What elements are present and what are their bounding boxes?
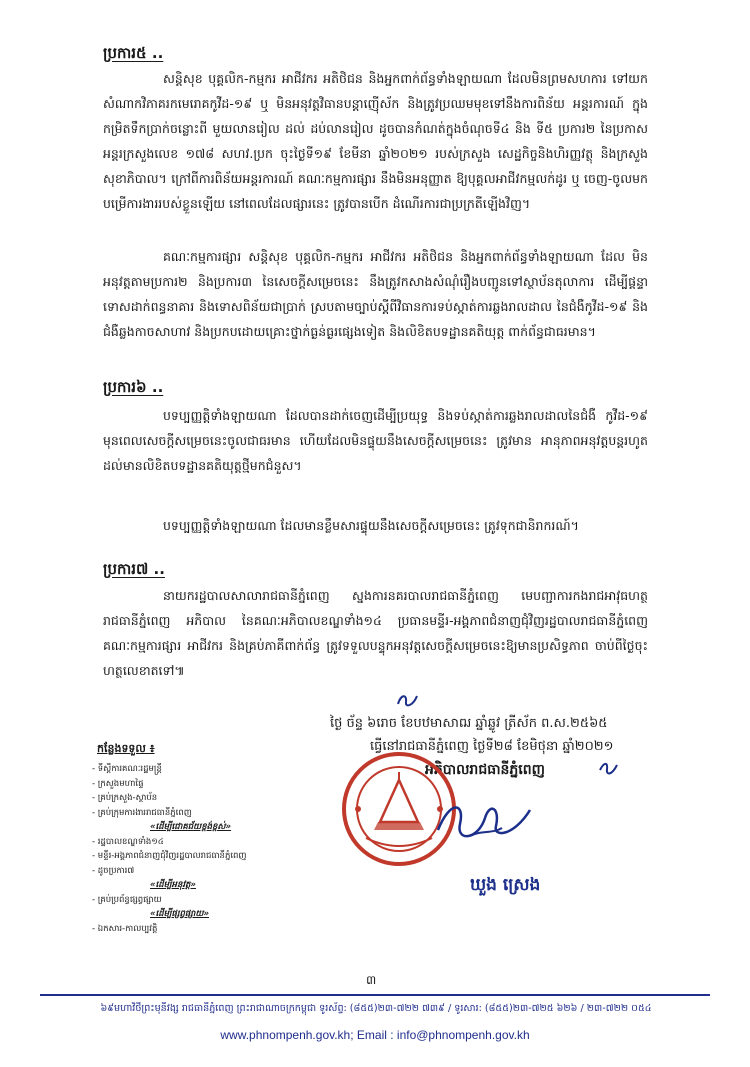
date-solar: ធ្វើនៅរាជធានីភ្នំពេញ ថ្ងៃទី២៨ ខែមិថុនា ឆ្នាំ២០២១ <box>370 739 614 754</box>
recipient-item: - រដ្ឋបាលខណ្ឌទាំង១៤ <box>92 835 332 850</box>
recipient-item: - ដូចប្រការ៧ <box>92 864 332 879</box>
footer-contact: www.phnompenh.gov.kh; Email : info@phnompenh.gov.kh <box>220 1028 530 1042</box>
signatory-title: អភិបាលរាជធានីភ្នំពេញ <box>425 762 545 778</box>
recipient-purpose: «ដើម្បីផ្សព្វផ្សាយ» <box>150 909 209 919</box>
article-5-paragraph-1: សន្តិសុខ បុគ្គលិក-កម្មករ អាជីវករ អតិថិជន និងអ្នកពាក់ព័ន្ធទាំងឡាយណា ដែលមិនព្រមសហការ ទៅយកសំណាកវិភាគរកមេរោគកូវីដ-១៩ ឬ មិនអនុវត្តវិធានបន្តាញ៉ើស័ក និងត្រូវប្រឈមមុខទៅនឹងការពិន័យ អន្តរការណ៍ ក្នុងកម្រិតទឹកប្រាក់ចន្លោះពី មួយលានរៀល ដល់ ដប់លានរៀល ដូចបានកំណត់ក្នុងចំណុចទី៤ និង ទី៥ ប្រការ២ នៃប្រកាសអន្តរក្រសួងលេខ ១៧៨ សហវ.ប្រក ចុះថ្ងៃទី១៩ ខែមីនា ឆ្នាំ២០២១ របស់ក្រសួង សេដ្ឋកិច្ចនិងហិរញ្ញវត្ថុ និងក្រសួងសុខាភិបាល។ ក្រៅពីការពិន័យអន្តរការណ៍ គណៈកម្មការផ្សារ នឹងមិនអនុញ្ញាត ឱ្យបុគ្គលអាជីវកម្មលក់ដូរ ឬ ចេញ-ចូលមកបម្រើការងាររបស់ខ្លួនឡើយ នៅពេលដែលផ្សារនេះ ត្រូវបានបើក ដំណើរការជាប្រក្រតីឡើងវិញ។ <box>103 71 648 211</box>
article-6-paragraph-2: បទប្បញ្ញត្តិទាំងឡាយណា ដែលមានខ្លឹមសារផ្ទុយនឹងសេចក្តីសម្រេចនេះ ត្រូវទុកជានិរាករណ៍។ <box>163 518 579 533</box>
recipient-purpose: «ដើម្បីជោគជ័យខ្ពង់ខ្ពស់» <box>150 822 232 832</box>
page-number: ៣ <box>366 973 377 987</box>
handwritten-initial <box>395 690 421 712</box>
recipients-list <box>92 762 332 936</box>
date-lunar: ថ្ងៃ ច័ន្ទ ៦រោច ខែបឋមាសាឍ ឆ្នាំឆ្លូវ ត្រីស័ក ព.ស.២៥៦៥ <box>330 716 608 731</box>
article-7-heading: ប្រការ៧ .. <box>103 560 165 578</box>
recipient-item: - ឯកសារ-កាលប្បវត្តិ <box>92 922 332 937</box>
article-7-paragraph-1: នាយករដ្ឋបាលសាលារាជធានីភ្នំពេញ ស្នងការនគរបាលរាជធានីភ្នំពេញ មេបញ្ជាការកងរាជអាវុធហត្ថ រាជធានីភ្នំពេញ អភិបាល នៃគណៈអភិបាលខណ្ឌទាំង១៤ ប្រធានមន្ទីរ-អង្គភាពជំនាញជុំវិញរដ្ឋបាលរាជធានីភ្នំពេញ គណៈកម្មការផ្សារ អាជីវករ និងគ្រប់ភាគីពាក់ព័ន្ធ ត្រូវទទួលបន្ទុកអនុវត្តសេចក្តីសម្រេចនេះឱ្យមានប្រសិទ្ធភាព ចាប់ពីថ្ងៃចុះហត្ថលេខាតទៅ៕ <box>103 588 648 678</box>
recipient-item: - ក្រសួងមហាផ្ទៃ <box>92 777 332 792</box>
recipient-item: - គ្រប់ក្រុមការងាររាជធានីភ្នំពេញ <box>92 806 332 821</box>
recipient-item: - គ្រប់ប្រព័ន្ធផ្សព្វផ្សាយ <box>92 893 332 908</box>
recipient-item: - គ្រប់ក្រសួង-ស្ថាប័ន <box>92 791 332 806</box>
article-6-paragraph-1: បទប្បញ្ញត្តិទាំងឡាយណា ដែលបានដាក់ចេញដើម្បីប្រយុទ្ធ និងទប់ស្កាត់ការឆ្លងរាលដាលនៃជំងឺ កូវីដ-១៩ មុនពេលសេចក្តីសម្រេចនេះចូលជាធរមាន ហើយដែលមិនផ្ទុយនឹងសេចក្តីសម្រេចនេះ ត្រូវមាន អានុភាពអនុវត្តបន្តរហូតដល់មានលិខិតបទដ្ឋានគតិយុត្តថ្មីមកជំនួស។ <box>103 408 648 473</box>
article-5-paragraph-2: គណៈកម្មការផ្សារ សន្តិសុខ បុគ្គលិក-កម្មករ អាជីវករ អតិថិជន និងអ្នកពាក់ព័ន្ធទាំងឡាយណា ដែល មិនអនុវត្តតាមប្រការ២ និងប្រការ៣ នៃសេចក្តីសម្រេចនេះ នឹងត្រូវកសាងសំណុំរឿងបញ្ជូនទៅស្ថាប័នតុលាការ ដើម្បីផ្តន្ទាទោសដាក់ពន្ធនាគារ និងទោសពិន័យជាប្រាក់ ស្របតាមច្បាប់ស្តីពីវិធានការទប់ស្កាត់ការឆ្លងរាលដាល នៃជំងឺកូវីដ-១៩ និងជំងឺឆ្លងកាចសាហាវ និងប្រកបដោយគ្រោះថ្នាក់ធ្ងន់ធ្ងរផ្សេងទៀត និងលិខិតបទដ្ឋានគតិយុត្ត ពាក់ព័ន្ធជាធរមាន។ <box>103 249 648 339</box>
signatory-name: ឃួង ស្រេង <box>470 875 541 895</box>
footer-address: ៦៩មហាវិថីព្រះមុនីវង្ស រាជធានីភ្នំពេញ ព្រះរាជាណាចក្រកម្ពុជា ទូរស័ព្ទ: (៨៥៥)២៣-៧២២ ៧៣៩ / ទូរសារ: (៨៥៥)២៣-៧២៥ ៦២៦ / ២៣-៧២២ ០៥៤ <box>100 1003 652 1014</box>
recipient-purpose: «ដើម្បីអនុវត្ត» <box>150 880 196 890</box>
signature <box>430 790 540 850</box>
title-initial <box>598 760 620 780</box>
recipient-item: - មន្ទីរ-អង្គភាពជំនាញជុំវិញរដ្ឋបាលរាជធានីភ្នំពេញ <box>92 849 332 864</box>
recipient-item: - ទីស្តីការគណៈរដ្ឋមន្ត្រី <box>92 762 332 777</box>
article-6-heading: ប្រការ៦ .. <box>103 378 164 396</box>
footer-divider <box>40 994 710 996</box>
recipients-title: កន្លែងទទួល ៖ <box>97 742 155 755</box>
article-5-heading: ប្រការ៥ .. <box>103 44 164 62</box>
